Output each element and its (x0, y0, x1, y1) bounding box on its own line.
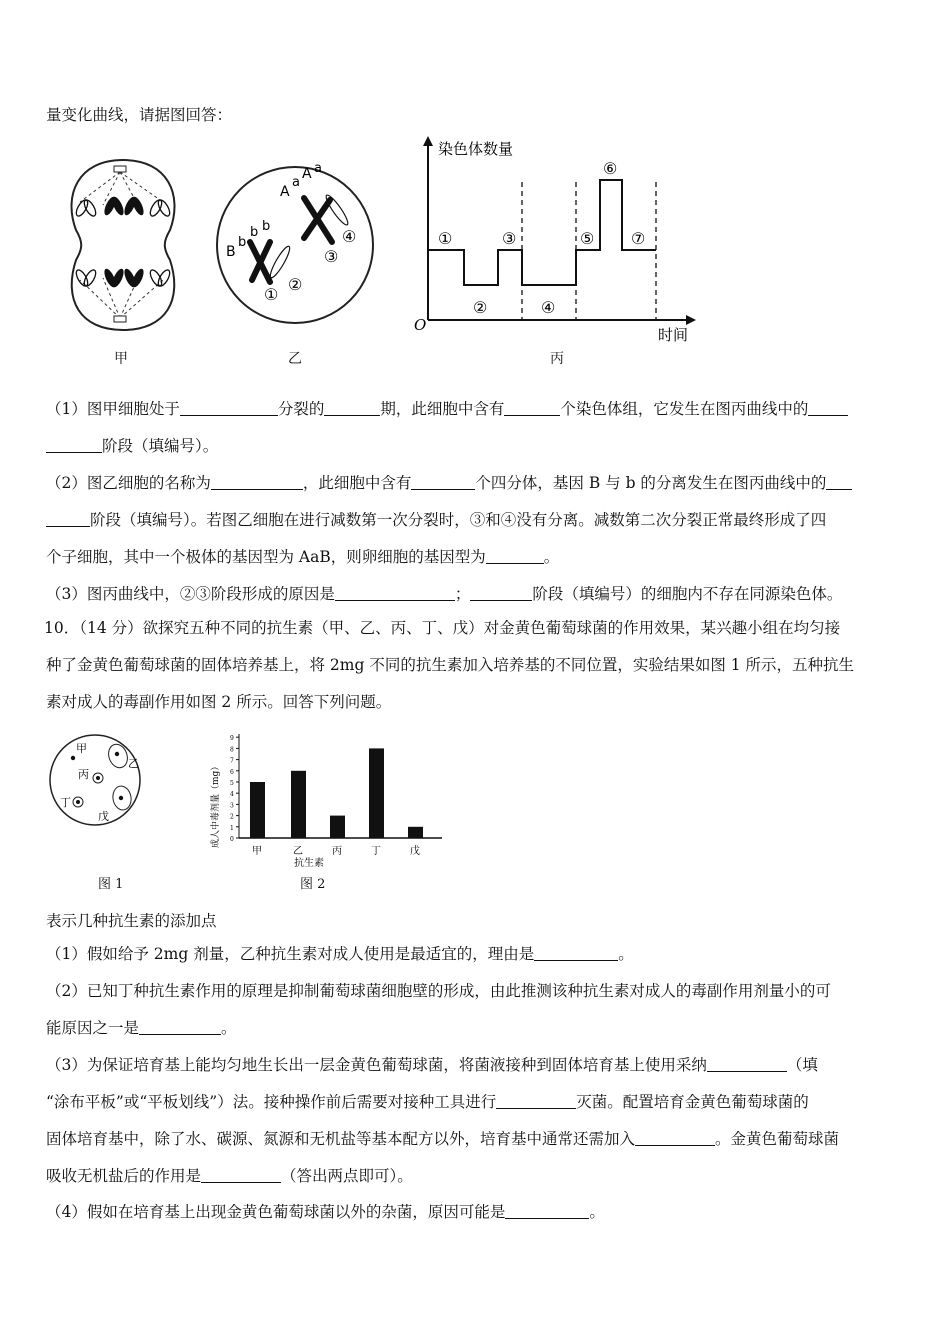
dish-label-bing: 丙 (78, 768, 89, 781)
q10-p2-seg1: 能原因之一是 (46, 1019, 140, 1037)
bar-category-label-2: 乙 (293, 846, 303, 857)
bar-ylabel: 成人中毒剂量（mg） (211, 761, 221, 848)
q9-p1-seg4: 阶段（填编号）。 (102, 437, 219, 455)
q10-p3-seg5: 。金黄色葡萄球菌 (715, 1130, 840, 1148)
figure-2-bar-chart (206, 728, 446, 870)
bar-category-label-1: 甲 (252, 846, 262, 857)
bar-ytick-label-3: 3 (230, 802, 234, 810)
q10-p1-blank[interactable] (534, 945, 618, 962)
dish-label-jia: 甲 (76, 742, 87, 755)
bing-origin: O (414, 316, 427, 334)
chromosome-num-2: ② (288, 275, 303, 294)
q10-p3-blank2[interactable] (496, 1093, 576, 1110)
figure-jia-label: 甲 (114, 351, 128, 367)
bar-ytick-label-6: 6 (230, 768, 234, 776)
q9-p3-line1 (46, 582, 906, 604)
q10-p3-seg4: 固体培育基中，除了水、碳源、氮源和无机盐等基本配方以外，培育基中通常还需加入 (46, 1130, 636, 1148)
chromosome-num-4: ④ (342, 227, 357, 246)
bing-series-line (428, 180, 656, 285)
q10-p2-blank[interactable] (139, 1019, 221, 1036)
dish-label-ding: 丁 (60, 796, 71, 809)
bing-stage-label-5: ⑤ (580, 229, 595, 248)
q9-p2-blank3a[interactable] (826, 474, 852, 491)
q9-p1-blank3[interactable] (504, 400, 560, 417)
q9-p3-seg2: 阶段（填编号）的细胞内不存在同源染色体。 (532, 585, 843, 603)
q10-p1-seg0: （1）假如给予 2mg 剂量，乙种抗生素对成人使用是最适宜的，理由是 (46, 945, 535, 963)
q10-p2-seg2: 。 (221, 1019, 237, 1037)
q10-stem-line2: 种了金黄色葡萄球菌的固体培养基上，将 2mg 不同的抗生素加入培养基的不同位置，实验结果如图 1 所示，五种抗生 (46, 656, 855, 674)
bar-ytick-label-0: 0 (230, 836, 234, 843)
q10-stem-line1: 10．（14 分）欲探究五种不同的抗生素（甲、乙、丙、丁、戊）对金黄色葡萄球菌的作用效果，某兴趣小组在均匀接 (44, 619, 841, 637)
gene-a2-label: a (314, 161, 322, 176)
q9-p1-blank2[interactable] (324, 400, 380, 417)
bing-stage-label-6: ⑥ (603, 159, 618, 178)
q10-p4-seg0: （4）假如在培育基上出现金黄色葡萄球菌以外的杂菌，原因可能是 (46, 1203, 506, 1221)
gene-B-label: B (226, 244, 236, 260)
bing-xlabel: 时间 (658, 326, 689, 344)
gene-b2-label: b (250, 225, 259, 240)
q9-p3-seg0: （3）图丙曲线中，②③阶段形成的原因是 (46, 585, 335, 603)
q9-p1-blank4b[interactable] (46, 437, 102, 454)
q9-p2-seg0: （2）图乙细胞的名称为 (46, 474, 211, 492)
q9-p2-seg4: 个子细胞，其中一个极体的基因型为 AaB，则卵细胞的基因型为 (46, 548, 486, 566)
bar-category-label-4: 丁 (371, 846, 381, 857)
q10-p3-seg2: “涂布平板”或“平板划线”）法。接种操作前后需要对接种工具进行 (46, 1093, 497, 1111)
dish-label-wu: 戊 (98, 810, 109, 823)
q9-p1-seg1: 分裂的 (277, 400, 325, 418)
bar-ytick-label-9: 9 (230, 735, 234, 743)
bar-5 (408, 827, 423, 838)
q10-p3-seg3: 灭菌。配置培育金黄色葡萄球菌的 (576, 1093, 809, 1111)
bar-ytick-label-4: 4 (230, 791, 234, 799)
chromosome-num-1: ① (264, 285, 279, 304)
q9-p2-line3 (46, 545, 906, 567)
bar-2 (291, 771, 306, 838)
bing-stage-label-4: ④ (541, 298, 556, 317)
q9-p3-blank2[interactable] (470, 585, 532, 602)
bing-stage-label-3: ③ (502, 229, 517, 248)
bing-stage-label-2: ② (473, 298, 488, 317)
figure-yi (212, 150, 382, 340)
q9-p2-line1 (46, 471, 906, 493)
chromosome-num-3: ③ (324, 247, 339, 266)
q9-p1-line2 (46, 434, 906, 456)
q10-p1-line (46, 942, 906, 964)
intro-text: 量变化曲线，请据图回答： (46, 106, 233, 124)
q9-p2-blank4[interactable] (486, 548, 544, 565)
figure-jia (58, 150, 188, 340)
bing-stage-label-7: ⑦ (631, 229, 646, 248)
q10-p3-blank1[interactable] (707, 1056, 787, 1073)
q9-p1-seg3: 个染色体组，它发生在图丙曲线中的 (560, 400, 809, 418)
q10-p2-line1: （2）已知丁种抗生素作用的原理是抑制葡萄球菌细胞壁的形成，由此推测该种抗生素对成人的毒副作用剂量小的可 (46, 982, 831, 1000)
gene-A2-label: A (302, 166, 312, 182)
q10-p3-seg7: （答出两点即可）。 (281, 1167, 413, 1185)
q10-p3-seg1: （填 (786, 1056, 818, 1074)
gene-b3-label: b (262, 219, 271, 234)
q10-p3-seg6: 吸收无机盐后的作用是 (46, 1167, 202, 1185)
q9-p3-blank1[interactable] (335, 585, 455, 602)
figure-1-caption: 图 1 (98, 877, 124, 892)
q10-p3-seg0: （3）为保证培育基上能均匀地生长出一层金黄色葡萄球菌，将菌液接种到固体培育基上使用采纳 (46, 1056, 707, 1074)
figure-2-caption: 图 2 (300, 877, 326, 892)
gene-a1-label: a (292, 175, 300, 190)
bing-stage-label-1: ① (438, 229, 453, 248)
bing-ylabel: 染色体数量 (438, 140, 514, 158)
q9-p2-seg2: 个四分体，基因 B 与 b 的分离发生在图丙曲线中的 (475, 474, 827, 492)
bar-4 (369, 748, 384, 838)
bar-1 (250, 782, 265, 838)
q9-p2-blank3b[interactable] (46, 511, 90, 528)
bar-xlabel: 抗生素 (294, 858, 324, 869)
bar-category-label-3: 丙 (332, 846, 342, 857)
q10-p2-line2 (46, 1016, 906, 1038)
q10-fig-note: 表示几种抗生素的添加点 (46, 912, 217, 930)
gene-b1-label: b (238, 235, 247, 250)
figure-bing-chart (406, 132, 706, 352)
dish-point-jia (71, 756, 75, 760)
q10-p4-line (46, 1200, 906, 1222)
q10-p4-seg1: 。 (589, 1203, 605, 1221)
bar-ytick-label-2: 2 (230, 813, 234, 821)
figure-1-petri-dish (46, 730, 146, 830)
q9-p2-seg5: 。 (543, 548, 560, 566)
q9-p1-blank1[interactable] (180, 400, 278, 417)
q9-p2-line2 (46, 508, 906, 530)
bar-ytick-label-7: 7 (230, 757, 234, 765)
bar-ytick-label-1: 1 (230, 824, 234, 832)
q10-p3-line3 (46, 1127, 906, 1149)
q10-stem-line3: 素对成人的毒副作用如图 2 所示。回答下列问题。 (46, 693, 392, 711)
figure-yi-label: 乙 (288, 351, 302, 367)
bar-ytick-label-8: 8 (230, 746, 234, 754)
bar-3 (330, 816, 345, 838)
q10-p3-line4 (46, 1164, 906, 1186)
q10-p4-blank[interactable] (505, 1203, 589, 1220)
figure-bing-label: 丙 (550, 351, 564, 367)
q9-p2-blank2[interactable] (411, 474, 475, 491)
bar-ytick-label-5: 5 (230, 780, 234, 787)
dish-zone-yi (105, 742, 130, 771)
q9-p2-seg1: ，此细胞中含有 (302, 474, 412, 492)
q9-p1-blank4a[interactable] (808, 400, 848, 417)
q9-p1-seg2: 期，此细胞中含有 (380, 400, 505, 418)
gene-A-label: A (280, 184, 290, 200)
q10-p3-line1 (46, 1053, 906, 1075)
q9-p2-blank1[interactable] (211, 474, 303, 491)
q10-p3-blank4[interactable] (201, 1167, 281, 1184)
dish-label-yi: 乙 (128, 757, 139, 770)
q10-p3-line2 (46, 1090, 906, 1112)
bar-category-label-5: 戊 (410, 846, 420, 857)
q9-p3-seg1: ； (454, 585, 471, 603)
q10-p3-blank3[interactable] (635, 1130, 715, 1147)
q10-p1-seg1: 。 (618, 945, 634, 963)
q9-p2-seg3: 阶段（填编号）。若图乙细胞在进行减数第一次分裂时，③和④没有分离。减数第二次分裂正常最终形成了四 (90, 511, 827, 529)
q9-p1-seg0: （1）图甲细胞处于 (46, 400, 180, 418)
q9-p1-line1 (46, 397, 906, 419)
